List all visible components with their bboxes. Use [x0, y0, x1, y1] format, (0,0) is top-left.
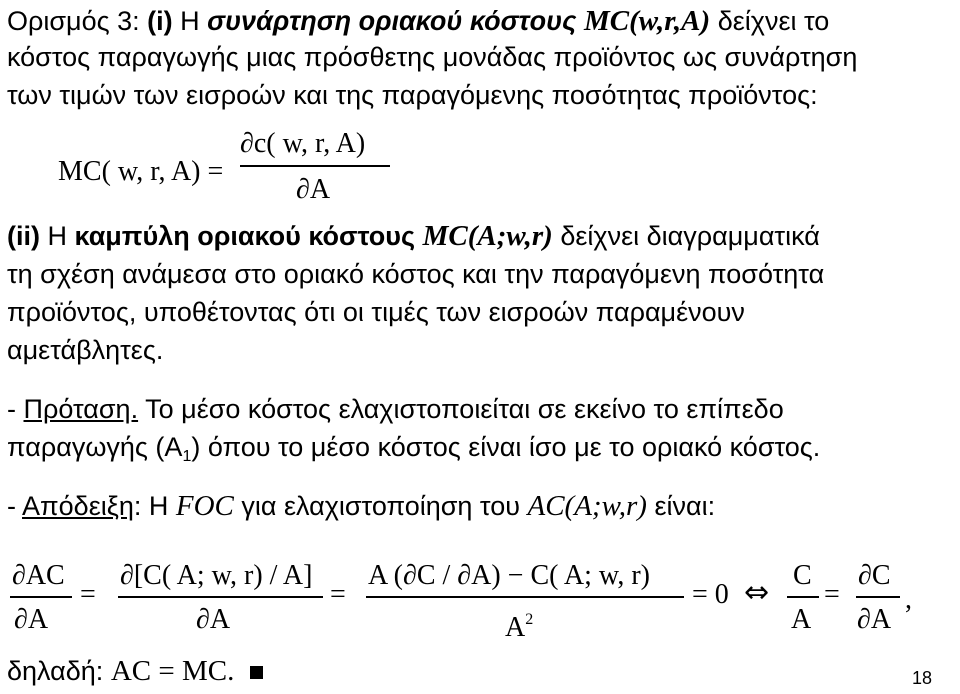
formula2-f3-numerator: A (∂C / ∂A) − C( A; w, r)	[368, 560, 650, 591]
end-of-proof-square-icon	[250, 666, 263, 679]
proposition-text-1: Το μέσο κόστος ελαχιστοποιείται σε εκείνο το επίπεδο	[138, 394, 784, 424]
formula1-numerator: ∂c( w, r, A)	[240, 128, 366, 159]
part-ii-notation: MC(A;w,r)	[422, 220, 553, 252]
formula2-f4-numerator: C	[793, 560, 812, 591]
proposition-label: Πρόταση.	[23, 394, 139, 424]
proof-label: Απόδειξη	[22, 491, 134, 521]
part-ii-article: Η	[47, 221, 68, 251]
proof-line	[7, 489, 715, 523]
proof-foc: FOC	[175, 490, 234, 522]
formula2-f1-bar	[10, 596, 72, 598]
proof-text-3: είναι:	[646, 491, 716, 521]
formula2-comma: ,	[905, 584, 912, 615]
proposition-dash: -	[7, 394, 24, 424]
formula1-denominator: ∂A	[296, 174, 331, 205]
definition-term: συνάρτηση οριακού κόστους	[207, 6, 577, 36]
formula2-f5-numerator: ∂C	[858, 560, 891, 591]
formula1-lhs: MC( w, r, A) =	[58, 156, 224, 187]
part-ii-line-1	[7, 219, 820, 253]
definition-line-3: των τιμών των εισροών και της παραγόμενης ποσότητας προϊόντος:	[7, 80, 818, 110]
conclusion-line	[7, 654, 263, 688]
formula2-f5-bar	[856, 596, 900, 598]
proposition-subscript: 1	[182, 448, 192, 465]
definition-label: Ορισμός 3:	[7, 6, 140, 36]
definition-article: Η	[180, 6, 200, 36]
proof-text-2: για ελαχιστοποίηση του	[233, 491, 528, 521]
formula2-eq3: = 0	[692, 579, 729, 610]
formula2-f4-bar	[787, 596, 819, 598]
part-ii-label: (ii)	[7, 221, 40, 251]
proposition-text-2a: παραγωγής (A	[7, 432, 183, 462]
proposition-line-1	[7, 392, 784, 426]
formula2-f3-bar	[366, 596, 684, 598]
formula1-fraction-bar	[240, 165, 390, 167]
part-ii-term: καμπύλη οριακού κόστους	[74, 221, 416, 251]
proposition-text-2b: ) όπου το μέσο κόστος είναι ίσο με το οριακό κόστος.	[191, 432, 821, 462]
definition-text-1: δείχνει το	[717, 6, 830, 36]
proof-ac: AC(A;w,r)	[527, 490, 647, 522]
formula2-f1-denominator: ∂A	[14, 604, 49, 635]
conclusion-equation: AC = MC.	[110, 655, 235, 687]
proposition-line-2	[7, 430, 820, 474]
part-ii-line-3: προϊόντος, υποθέτοντας ότι οι τιμές των εισροών παραμένουν	[7, 297, 745, 327]
part-ii-text-1: δείχνει διαγραμματικά	[560, 221, 820, 251]
equivalence-arrow-icon: ⇔	[744, 575, 770, 610]
definition-notation: MC(w,r,A)	[583, 5, 711, 37]
formula2-f3-denominator	[505, 604, 533, 644]
formula2-f1-numerator: ∂AC	[12, 560, 65, 591]
definition-line-2: κόστος παραγωγής μιας πρόσθετης μονάδας προϊόντος ως συνάρτηση	[7, 42, 858, 72]
formula2-f3-denominator-base: A	[505, 612, 526, 643]
proof-dash: -	[7, 491, 23, 521]
formula2-f3-denominator-exponent: 2	[525, 611, 534, 628]
formula2-f2-bar	[118, 596, 323, 598]
formula2-f4-denominator: A	[791, 604, 812, 635]
formula2-eq2: =	[330, 579, 346, 610]
formula2-eq1: =	[80, 579, 96, 610]
formula2-f5-denominator: ∂A	[857, 604, 892, 635]
part-ii-line-4: αμετάβλητες.	[7, 335, 164, 365]
definition-line-1	[7, 4, 829, 38]
page-number: 18	[911, 668, 932, 688]
conclusion-label: δηλαδή:	[7, 656, 104, 686]
proof-text-1: : Η	[133, 491, 176, 521]
part-ii-line-2: τη σχέση ανάμεσα στο οριακό κόστος και την παραγόμενη ποσότητα	[7, 259, 825, 289]
formula2-eq4: =	[824, 579, 840, 610]
formula2-f2-numerator: ∂[C( A; w, r) / A]	[120, 560, 313, 591]
part-i-label: (i)	[147, 6, 173, 36]
formula2-f2-denominator: ∂A	[196, 604, 231, 635]
